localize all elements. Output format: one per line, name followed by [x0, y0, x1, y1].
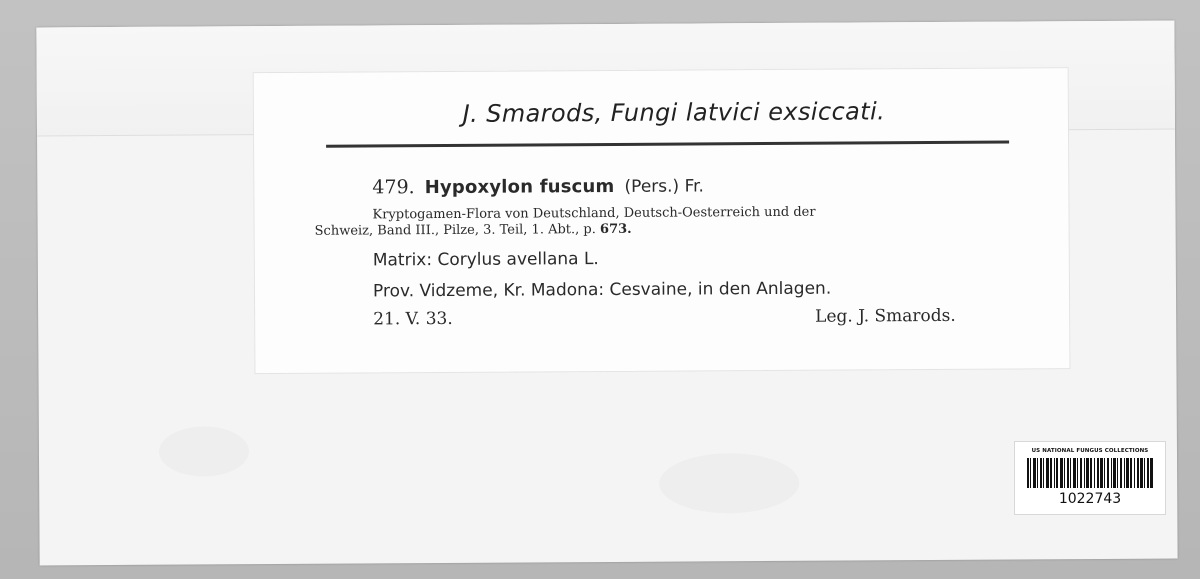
species-authority: (Pers.) Fr.	[624, 176, 704, 197]
paper-stain	[159, 426, 249, 477]
species-name: Hypoxylon fuscum	[424, 175, 615, 199]
reference-text: Schweiz, Band III., Pilze, 3. Teil, 1. Abt., p.	[314, 222, 596, 239]
series-title: J. Smarods, Fungi latvici exsiccati.	[462, 97, 886, 128]
collection-date: 21. V. 33.	[373, 308, 453, 330]
collection-name: US NATIONAL FUNGUS COLLECTIONS	[1031, 448, 1149, 454]
literature-reference	[314, 203, 1022, 239]
exsiccata-number: 479.	[372, 176, 415, 199]
collector: Leg. J. Smarods.	[815, 305, 956, 327]
title-rule	[326, 141, 1009, 148]
species-line	[372, 174, 704, 198]
catalog-number: 1022743	[1058, 491, 1122, 507]
locality-line: Prov. Vidzeme, Kr. Madona: Cesvaine, in den Anlagen.	[372, 278, 832, 302]
matrix-line: Matrix: Corylus avellana L.	[372, 249, 599, 271]
specimen-label	[253, 67, 1071, 374]
specimen-envelope	[36, 21, 1177, 566]
reference-line	[315, 219, 1023, 239]
reference-line: Kryptogamen-Flora von Deutschland, Deutsch-Oesterreich und der	[372, 204, 816, 223]
paper-stain	[659, 453, 799, 514]
barcode-icon	[1027, 458, 1153, 488]
barcode-label	[1014, 441, 1166, 515]
reference-page: 673.	[599, 221, 632, 238]
